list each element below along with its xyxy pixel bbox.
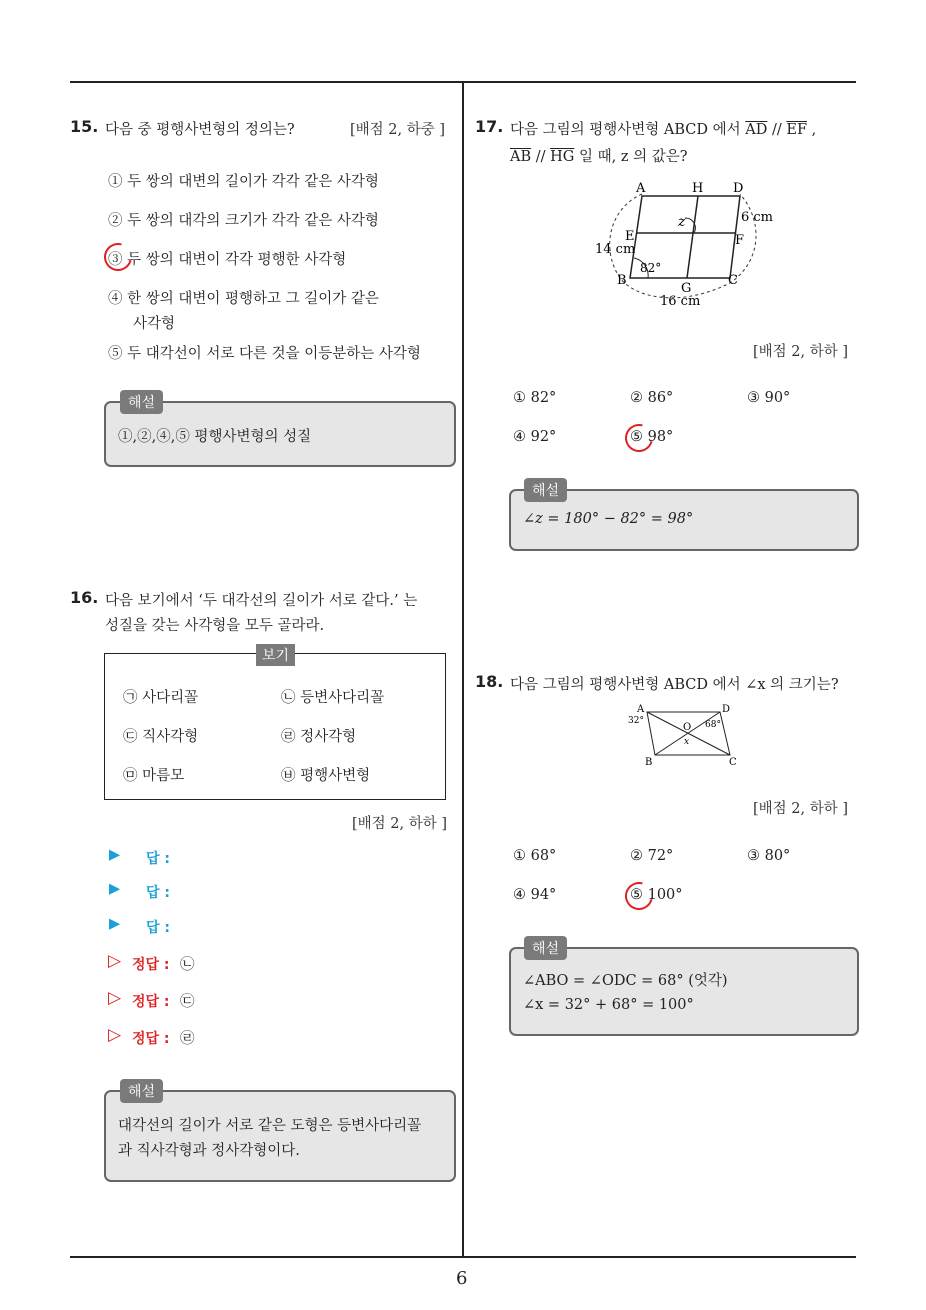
page-number: 6 [456, 1268, 468, 1289]
q17-seg-hg: $\overline{HG}$ [550, 149, 575, 165]
q17-label-c: C [728, 273, 738, 288]
q17-number: 17. [475, 117, 504, 136]
q18-diagonal-bd [655, 712, 720, 755]
q16-explanation-box [104, 1090, 456, 1182]
q15-question: 다음 중 평행사변형의 정의는? [105, 122, 295, 138]
q17-seg-ef: $\overline{EF}$ [786, 122, 808, 138]
q18-angle-left: 32° [628, 716, 644, 726]
q17-label-d: D [733, 181, 744, 196]
q16-answer-arrow-3: ▶ [109, 916, 121, 932]
q16-bogi-item-4: ㉣ 정사각형 [281, 729, 357, 745]
q17-question-line1 [510, 118, 816, 139]
q15-number: 15. [70, 117, 99, 136]
q16-key-arrow-2: ▷ [108, 988, 122, 1008]
q16-number: 16. [70, 588, 99, 607]
q16-key-arrow-1: ▷ [108, 951, 122, 971]
q16-bogi-item-5: ㉤ 마름모 [123, 768, 185, 784]
q16-answer-label-2: 답 : [146, 885, 170, 901]
q17-label-a: A [636, 181, 646, 196]
q18-option-4[interactable]: ④ 94° [513, 887, 557, 903]
q15-option-4[interactable]: ④ 한 쌍의 대변이 평행하고 그 길이가 같은 [108, 291, 379, 307]
q18-selected-mark [620, 877, 658, 915]
q16-bogi-item-1: ㉠ 사다리꼴 [123, 690, 199, 706]
q16-question-line1: 다음 보기에서 ‘두 대각선의 길이가 서로 같다.’ 는 [105, 593, 418, 609]
q15-score: [배점 2, 하중 ] [350, 122, 446, 138]
q15-option-3[interactable]: ③ 두 쌍의 대변이 각각 평행한 사각형 [108, 252, 347, 268]
q17-option-4[interactable]: ④ 92° [513, 429, 557, 445]
q17-angle-label: 82° [640, 261, 662, 275]
q17-len-left: 14 cm [595, 242, 636, 257]
q18-label-c: C [729, 757, 737, 768]
q15-explanation: ①,②,④,⑤ 평행사변형의 성질 [118, 429, 312, 445]
q16-key-label-3: 정답 : [132, 1031, 170, 1047]
q15-selected-mark [99, 238, 137, 276]
q16-bogi-tag: 보기 [256, 644, 295, 666]
q15-option-5[interactable]: ⑤ 두 대각선이 서로 다른 것을 이등분하는 사각형 [108, 346, 421, 362]
q18-parallelogram-figure [625, 700, 745, 770]
q18-diagonal-ac [647, 712, 730, 755]
q18-score: [배점 2, 하하 ] [753, 801, 849, 817]
q18-angle-right: 68° [705, 720, 721, 730]
q18-option-3[interactable]: ③ 80° [747, 848, 791, 864]
q18-label-o: O [683, 722, 692, 733]
q16-key-arrow-3: ▷ [108, 1025, 122, 1045]
q18-label-a: A [637, 704, 645, 715]
q17-question-line2 [510, 145, 687, 166]
q18-option-5[interactable]: ⑤ 100° [630, 887, 683, 903]
q17-segment-hg [687, 196, 698, 278]
q15-explanation-tag: 해설 [120, 390, 163, 414]
q16-answer-label-3: 답 : [146, 920, 170, 936]
q16-key-label-1: 정답 : [132, 957, 170, 973]
q18-explanation-box [509, 947, 859, 1036]
q16-explanation-line1: 대각선의 길이가 서로 같은 도형은 등변사다리꼴 [118, 1118, 422, 1134]
q17-parallel-2: // [531, 149, 551, 165]
q17-selected-mark [620, 419, 658, 457]
q18-option-2[interactable]: ② 72° [630, 848, 674, 864]
q15-option-4-cont: 사각형 [133, 316, 176, 332]
q16-bogi-item-3: ㉢ 직사각형 [123, 729, 199, 745]
q17-option-3[interactable]: ③ 90° [747, 390, 791, 406]
q18-label-x: x [684, 737, 690, 747]
q16-key-label-2: 정답 : [132, 994, 170, 1010]
q16-bogi-box [104, 653, 446, 800]
q17-label-b: B [617, 273, 627, 288]
q18-explanation-tag: 해설 [524, 936, 567, 960]
q17-seg-ab: $\overline{AB}$ [510, 149, 532, 165]
q16-explanation-tag: 해설 [120, 1079, 163, 1103]
q16-explanation-line2: 과 직사각형과 정사각형이다. [118, 1143, 300, 1159]
q16-answer-label-1: 답 : [146, 851, 170, 867]
q18-option-1[interactable]: ① 68° [513, 848, 557, 864]
q18-explanation-line2: ∠x = 32° + 68° = 100° [523, 997, 694, 1013]
q17-comma: , [807, 122, 817, 138]
q16-question-line2: 성질을 갖는 사각형을 모두 골라라. [105, 618, 325, 634]
q16-key-1: ㉡ [180, 957, 195, 973]
q17-label-e: E [625, 229, 635, 244]
q16-answer-arrow-1: ▶ [109, 847, 121, 863]
q16-key-3: ㉣ [180, 1031, 195, 1047]
q17-label-h: H [692, 181, 704, 196]
q17-score: [배점 2, 하하 ] [753, 344, 849, 360]
q18-label-b: B [645, 757, 653, 768]
q15-option-2[interactable]: ② 두 쌍의 대각의 크기가 각각 같은 사각형 [108, 213, 379, 229]
q18-number: 18. [475, 672, 504, 691]
q17-label-z: z [678, 214, 686, 230]
q17-question-b: 일 때, z 의 값은? [574, 149, 688, 165]
q17-len-bottom: 16 cm [660, 294, 701, 309]
q16-answer-arrow-2: ▶ [109, 881, 121, 897]
q18-explanation-line1: ∠ABO = ∠ODC = 68° (엇각) [523, 973, 728, 989]
q18-question: 다음 그림의 평행사변형 ABCD 에서 ∠x 의 크기는? [510, 677, 839, 693]
q17-option-1[interactable]: ① 82° [513, 390, 557, 406]
q17-question-a: 다음 그림의 평행사변형 ABCD 에서 [510, 122, 746, 138]
q16-bogi-item-2: ㉡ 등변사다리꼴 [281, 690, 385, 706]
q17-explanation-tag: 해설 [524, 478, 567, 502]
q17-label-g: G [681, 281, 692, 296]
q15-option-1[interactable]: ① 두 쌍의 대변의 길이가 각각 같은 사각형 [108, 174, 379, 190]
q16-score: [배점 2, 하하 ] [352, 816, 448, 832]
q16-bogi-item-6: ㉥ 평행사변형 [281, 768, 371, 784]
column-divider [462, 81, 464, 1258]
q17-label-f: F [735, 233, 745, 248]
q18-label-d: D [722, 704, 731, 715]
q17-parallelogram-figure [590, 178, 780, 313]
q17-explanation: ∠z = 180° − 82° = 98° [523, 511, 694, 527]
q17-parallel-1: // [767, 122, 787, 138]
q17-len-right: 6 cm [741, 210, 774, 225]
q17-seg-ad: $\overline{AD}$ [745, 122, 768, 138]
q16-key-2: ㉢ [180, 994, 195, 1010]
q17-option-2[interactable]: ② 86° [630, 390, 674, 406]
q17-option-5[interactable]: ⑤ 98° [630, 429, 674, 445]
